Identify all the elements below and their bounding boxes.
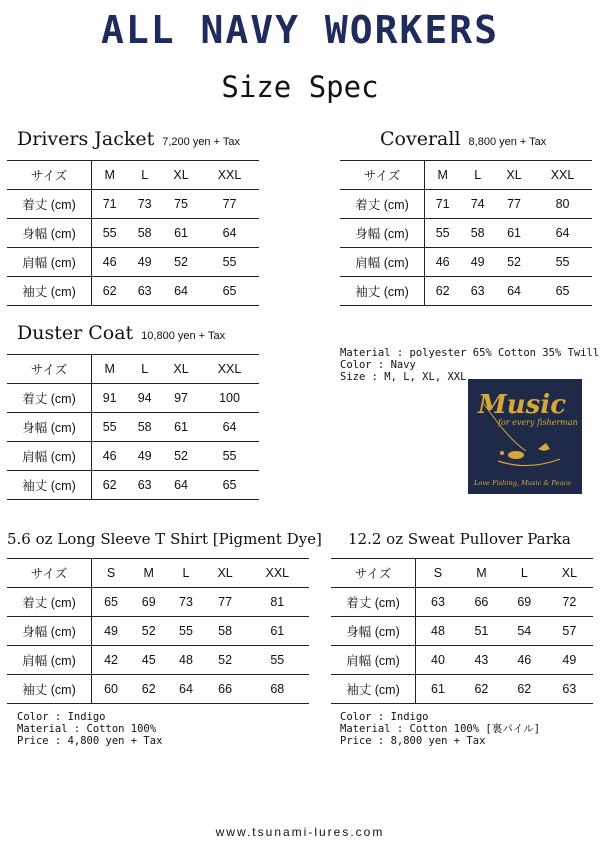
measurement-label: 袖丈 (cm) [340,277,425,306]
measurement-value: 61 [174,226,188,240]
measurement-value: 55 [222,449,237,463]
measurement-value: 55 [179,624,193,638]
measurement-value: 48 [179,653,193,667]
measurement-value: 64 [174,478,188,492]
measurement-value: 64 [507,284,521,298]
table-header-row [331,559,593,588]
table-row [340,277,592,306]
measurement-value: 77 [218,595,233,609]
table-row [340,190,592,219]
table-row [331,617,593,646]
size-column-header: L [141,168,149,182]
measurement-label: 身幅 (cm) [331,617,416,646]
measurement-value: 71 [435,197,450,211]
table-row [7,219,259,248]
measurement-value: 66 [474,595,489,609]
measurement-value: 58 [137,420,152,434]
coverall-price: 8,800 yen + Tax [468,136,547,148]
measurement-value: 49 [562,653,577,667]
measurement-value: 46 [102,255,117,269]
measurement-label: 着丈 (cm) [7,588,92,617]
svg-text:Love Fishing, Music & Peace: Love Fishing, Music & Peace [474,479,571,487]
table-row [331,675,593,704]
duster-coat-title: Duster Coat 10,800 yen + Tax [17,322,226,344]
measurement-value: 45 [141,653,156,667]
table-row [7,384,259,413]
table-row [7,588,309,617]
measurement-value: 71 [102,197,117,211]
measurement-value: 72 [562,595,577,609]
measurement-value: 57 [562,624,577,638]
measurement-value: 77 [222,197,237,211]
coverall-table [340,160,592,306]
measurement-value: 40 [431,653,445,667]
measurement-value: 63 [137,478,152,492]
measurement-label: 着丈 (cm) [340,190,425,219]
table-row [331,588,593,617]
measurement-value: 62 [102,284,117,298]
measurement-label: 袖丈 (cm) [7,675,92,704]
measurement-value: 69 [517,595,532,609]
measurement-value: 52 [218,653,233,667]
parka-table [331,558,593,704]
measurement-value: 64 [555,226,570,240]
measurement-value: 42 [104,653,118,667]
measurement-value: 55 [435,226,450,240]
measurement-value: 61 [174,420,188,434]
measurement-label: 着丈 (cm) [7,190,92,219]
measurement-label: 袖丈 (cm) [7,277,92,306]
measurement-label: 着丈 (cm) [331,588,416,617]
measurement-value: 55 [102,420,117,434]
table-row [7,646,309,675]
measurement-value: 55 [102,226,117,240]
measurement-value: 49 [137,255,152,269]
table-header-row [7,559,309,588]
size-header-label: サイズ [331,559,416,588]
size-column-header: M [476,566,487,580]
brand-title: ALL NAVY WORKERS [100,8,500,52]
table-row [7,675,309,704]
size-header-label: サイズ [340,161,425,190]
measurement-value: 64 [222,420,237,434]
measurement-label: 袖丈 (cm) [7,471,92,500]
table-header-row [7,161,259,190]
measurement-value: 61 [270,624,285,638]
size-column-header: XL [217,566,233,580]
measurement-value: 77 [507,197,521,211]
measurement-value: 73 [137,197,152,211]
table-row [7,617,309,646]
measurement-value: 61 [507,226,521,240]
drivers-jacket-price: 7,200 yen + Tax [162,136,241,148]
measurement-value: 55 [222,255,237,269]
size-header-label: サイズ [7,559,92,588]
table-row [7,442,259,471]
measurement-value: 64 [222,226,237,240]
table-row [7,277,259,306]
measurement-label: 肩幅 (cm) [7,442,92,471]
size-header-label: サイズ [7,161,92,190]
measurement-value: 52 [174,255,188,269]
svg-text:Music: Music [478,390,567,420]
size-column-header: S [433,566,443,580]
size-header-label: サイズ [7,355,92,384]
measurement-value: 62 [141,682,156,696]
long-sleeve-table [7,558,309,704]
measurement-value: 74 [470,197,485,211]
measurement-label: 肩幅 (cm) [340,248,425,277]
measurement-label: 身幅 (cm) [7,219,92,248]
measurement-value: 49 [137,449,152,463]
measurement-value: 52 [507,255,521,269]
measurement-label: 肩幅 (cm) [7,646,92,675]
measurement-value: 55 [270,653,285,667]
measurement-value: 62 [474,682,489,696]
measurement-label: 身幅 (cm) [7,617,92,646]
table-row [7,248,259,277]
measurement-value: 63 [431,595,445,609]
size-column-header: L [141,362,149,376]
size-column-header: XXL [265,566,290,580]
svg-text:for every fisherman: for every fisherman [498,418,578,427]
drivers-jacket-title: Drivers Jacket 7,200 yen + Tax [17,128,241,150]
measurement-value: 68 [270,682,285,696]
measurement-value: 73 [179,595,193,609]
measurement-value: 63 [137,284,152,298]
measurement-value: 65 [555,284,570,298]
size-column-header: XXL [217,362,242,376]
size-column-header: L [182,566,190,580]
size-column-header: XL [506,168,522,182]
duster-material-notes: Material : polyester 65% Cotton 35% Twill Color : Navy Size : M, L, XL, XXL [340,347,600,383]
footer-url[interactable]: www.tsunami-lures.com [215,825,385,839]
measurement-value: 62 [435,284,450,298]
measurement-value: 65 [222,284,237,298]
drivers-jacket-table [7,160,259,306]
size-column-header: XXL [217,168,242,182]
measurement-value: 65 [104,595,118,609]
measurement-label: 袖丈 (cm) [331,675,416,704]
table-row [340,248,592,277]
measurement-value: 49 [104,624,118,638]
measurement-value: 63 [470,284,485,298]
size-column-header: M [437,168,448,182]
size-column-header: XL [561,566,578,580]
table-row [331,646,593,675]
fishing-music-logo-icon [468,379,582,494]
measurement-value: 62 [102,478,117,492]
measurement-value: 61 [431,682,445,696]
measurement-value: 63 [562,682,577,696]
duster-coat-table [7,354,259,500]
table-header-row [7,355,259,384]
size-column-header: XL [173,168,189,182]
measurement-value: 69 [141,595,156,609]
measurement-value: 52 [174,449,188,463]
measurement-label: 身幅 (cm) [340,219,425,248]
measurement-value: 46 [435,255,450,269]
measurement-value: 60 [104,682,118,696]
size-column-header: L [474,168,482,182]
coverall-title: Coverall 8,800 yen + Tax [380,128,547,150]
table-header-row [340,161,592,190]
page-subtitle: Size Spec [221,70,379,104]
measurement-value: 46 [102,449,117,463]
long-sleeve-notes: Color : Indigo Material : Cotton 100% Price : 4,800 yen + Tax [17,711,163,747]
long-sleeve-title: 5.6 oz Long Sleeve T Shirt [Pigment Dye] [7,530,322,548]
duster-coat-price: 10,800 yen + Tax [141,330,226,342]
measurement-value: 58 [470,226,485,240]
measurement-label: 着丈 (cm) [7,384,92,413]
table-row [7,190,259,219]
measurement-value: 91 [102,391,117,405]
size-column-header: M [143,566,154,580]
measurement-value: 66 [218,682,233,696]
table-row [7,413,259,442]
measurement-label: 肩幅 (cm) [7,248,92,277]
size-column-header: M [104,168,115,182]
measurement-value: 81 [270,595,285,609]
measurement-value: 75 [174,197,188,211]
measurement-value: 62 [517,682,532,696]
table-row [7,471,259,500]
measurement-value: 58 [137,226,152,240]
size-column-header: M [104,362,115,376]
measurement-value: 97 [174,391,188,405]
measurement-value: 49 [470,255,485,269]
measurement-value: 65 [222,478,237,492]
measurement-label: 身幅 (cm) [7,413,92,442]
measurement-value: 55 [555,255,570,269]
measurement-value: 51 [474,624,489,638]
measurement-value: 64 [179,682,193,696]
size-column-header: S [106,566,116,580]
measurement-value: 54 [517,624,532,638]
measurement-value: 46 [517,653,532,667]
music-logo-badge [468,379,582,494]
parka-notes: Color : Indigo Material : Cotton 100% [裏パイル] Price : 8,800 yen + Tax [340,711,541,747]
size-column-header: XXL [550,168,575,182]
measurement-value: 80 [555,197,570,211]
measurement-value: 52 [141,624,156,638]
size-column-header: XL [173,362,189,376]
measurement-label: 肩幅 (cm) [331,646,416,675]
measurement-value: 43 [474,653,489,667]
measurement-value: 58 [218,624,233,638]
measurement-value: 48 [431,624,445,638]
measurement-value: 100 [219,391,240,405]
measurement-value: 94 [137,391,152,405]
size-column-header: L [520,566,528,580]
measurement-value: 64 [174,284,188,298]
table-row [340,219,592,248]
parka-title: 12.2 oz Sweat Pullover Parka [348,530,571,548]
